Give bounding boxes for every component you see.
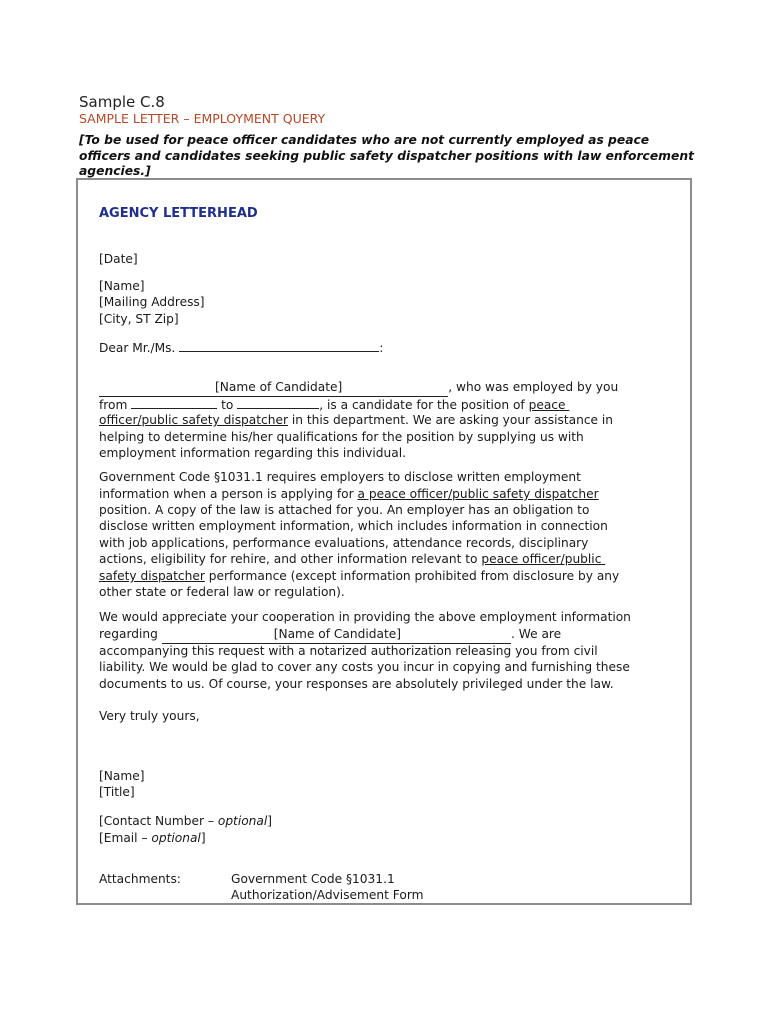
document-subtitle: SAMPLE LETTER – EMPLOYMENT QUERY: [79, 111, 326, 126]
p1-line2: from to , is a candidate for the position of peace: [99, 398, 566, 412]
salutation-colon: :: [379, 341, 384, 355]
signer-name: [Name]: [99, 769, 145, 783]
p3-line2: regarding [Name of Candidate] . We are: [99, 626, 561, 644]
p1-line5: employment information regarding this individual.: [99, 446, 406, 460]
attachments-label: Attachments:: [99, 872, 181, 886]
p3-line3: accompanying this request with a notarized authorization releasing you from civil: [99, 644, 598, 658]
p1-line1: [Name of Candidate] , who was employed by you: [99, 379, 618, 397]
p1-line4: helping to determine his/her qualifications for the position by supplying us with: [99, 430, 584, 444]
closing: Very truly yours,: [99, 709, 200, 723]
recipient-address: [Mailing Address]: [99, 295, 205, 309]
p2-line5: with job applications, performance evaluations, attendance records, disciplinary: [99, 536, 589, 550]
sample-id: Sample C.8: [79, 93, 165, 111]
salutation-blank: [179, 339, 379, 352]
p2-line8: other state or federal law or regulation).: [99, 585, 345, 599]
candidate-blank-1: [Name of Candidate]: [99, 379, 448, 397]
attachment-item: Authorization/Advisement Form: [231, 888, 424, 902]
to-date-blank: [237, 396, 319, 409]
signer-contact: [Contact Number – optional]: [99, 814, 273, 828]
p2-line1: Government Code §1031.1 requires employers to disclose written employment: [99, 470, 581, 484]
p2-line3: position. A copy of the law is attached for you. An employer has an obligation to: [99, 503, 590, 517]
p3-line1: We would appreciate your cooperation in providing the above employment information: [99, 610, 631, 624]
signer-title: [Title]: [99, 785, 135, 799]
p2-line6: actions, eligibility for rehire, and other information relevant to peace officer/public: [99, 552, 602, 566]
p3-line5: documents to us. Of course, your responses are absolutely privileged under the law.: [99, 677, 614, 691]
p3-line4: liability. We would be glad to cover any costs you incur in copying and furnishing these: [99, 660, 630, 674]
signer-email: [Email – optional]: [99, 831, 206, 845]
p1-line3: officer/public safety dispatcher in this department. We are asking your assistance in: [99, 413, 614, 427]
recipient-name: [Name]: [99, 279, 145, 293]
recipient-city: [City, ST Zip]: [99, 312, 179, 326]
salutation-line: [99, 339, 383, 357]
date-placeholder: [Date]: [99, 252, 138, 266]
attachment-item: Government Code §1031.1: [231, 872, 395, 886]
p2-line4: disclose written employment information, which includes information in connection: [99, 519, 608, 533]
p2-line7: safety dispatcher performance (except information prohibited from disclosure by any: [99, 569, 620, 583]
salutation: Dear Mr./Ms.: [99, 341, 176, 355]
p2-line2: information when a person is applying for a peace officer/public safety dispatcher: [99, 487, 599, 501]
agency-letterhead: AGENCY LETTERHEAD: [99, 206, 258, 221]
usage-instruction: [To be used for peace officer candidates who are not currently employed as peace officers and candidates seeking public safety dispatcher positions with law enforcement agencies.]: [79, 133, 694, 178]
candidate-blank-2: [Name of Candidate]: [162, 626, 511, 644]
from-date-blank: [131, 396, 217, 409]
